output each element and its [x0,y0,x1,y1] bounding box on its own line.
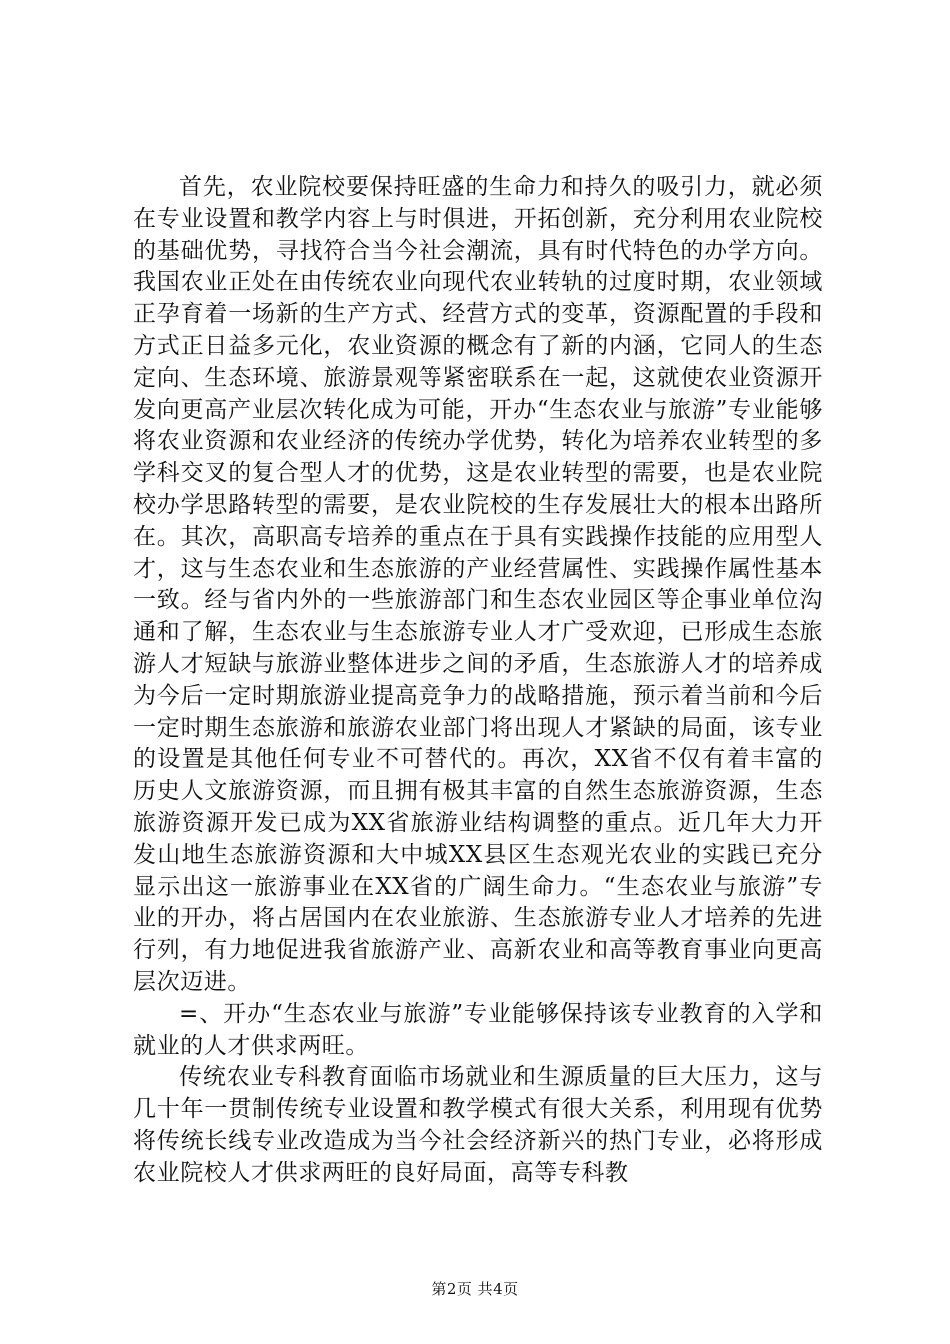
document-body [133,172,823,1190]
paragraph-first-reasons: 首先，农业院校要保持旺盛的生命力和持久的吸引力，就必须在专业设置和教学内容上与时俱进，开拓创新，充分利用农业院校的基础优势，寻找符合当今社会潮流，具有时代特色的办学方向。我国农业正处在由传统农业向现代农业转轨的过度时期，农业领域正孕育着一场新的生产方式、经营方式的变革，资源配置的手段和方式正日益多元化，农业资源的概念有了新的内涵，它同人的生态定向、生态环境、旅游景观等紧密联系在一起，这就使农业资源开发向更高产业层次转化成为可能，开办“生态农业与旅游”专业能够将农业资源和农业经济的传统办学优势，转化为培养农业转型的多学科交叉的复合型人才的优势，这是农业转型的需要，也是农业院校办学思路转型的需要，是农业院校的生存发展壮大的根本出路所在。其次，高职高专培养的重点在于具有实践操作技能的应用型人才，这与生态农业和生态旅游的产业经营属性、实践操作属性基本一致。经与省内外的一些旅游部门和生态农业园区等企事业单位沟通和了解，生态农业与生态旅游专业人才广受欢迎，已形成生态旅游人才短缺与旅游业整体进步之间的矛盾，生态旅游人才的培养成为今后一定时期旅游业提高竞争力的战略措施，预示着当前和今后一定时期生态旅游和旅游农业部门将出现人才紧缺的局面，该专业的设置是其他任何专业不可替代的。再次，XX省不仅有着丰富的历史人文旅游资源，而且拥有极其丰富的自然生态旅游资源，生态旅游资源开发已成为XX省旅游业结构调整的重点。近几年大力开发山地生态旅游资源和大中城XX县区生态观光农业的实践已充分显示出这一旅游事业在XX省的广阔生命力。“生态农业与旅游”专业的开办，将占居国内在农业旅游、生态旅游专业人才培养的先进行列，有力地促进我省旅游产业、高新农业和高等教育事业向更高层次迈进。 [133,174,823,995]
paragraph-traditional-education: 传统农业专科教育面临市场就业和生源质量的巨大压力，这与几十年一贯制传统专业设置和教学模式有很大关系，利用现有优势将传统长线专业改造成为当今社会经济新兴的热门专业，必将形成农业院校人才供求两旺的良好局面，高等专科教 [133,1064,823,1186]
paragraph-section-heading: =、开办“生态农业与旅游”专业能够保持该专业教育的入学和就业的人才供求两旺。 [133,1000,823,1059]
page-number-footer: 第2页 共4页 [431,1280,519,1298]
